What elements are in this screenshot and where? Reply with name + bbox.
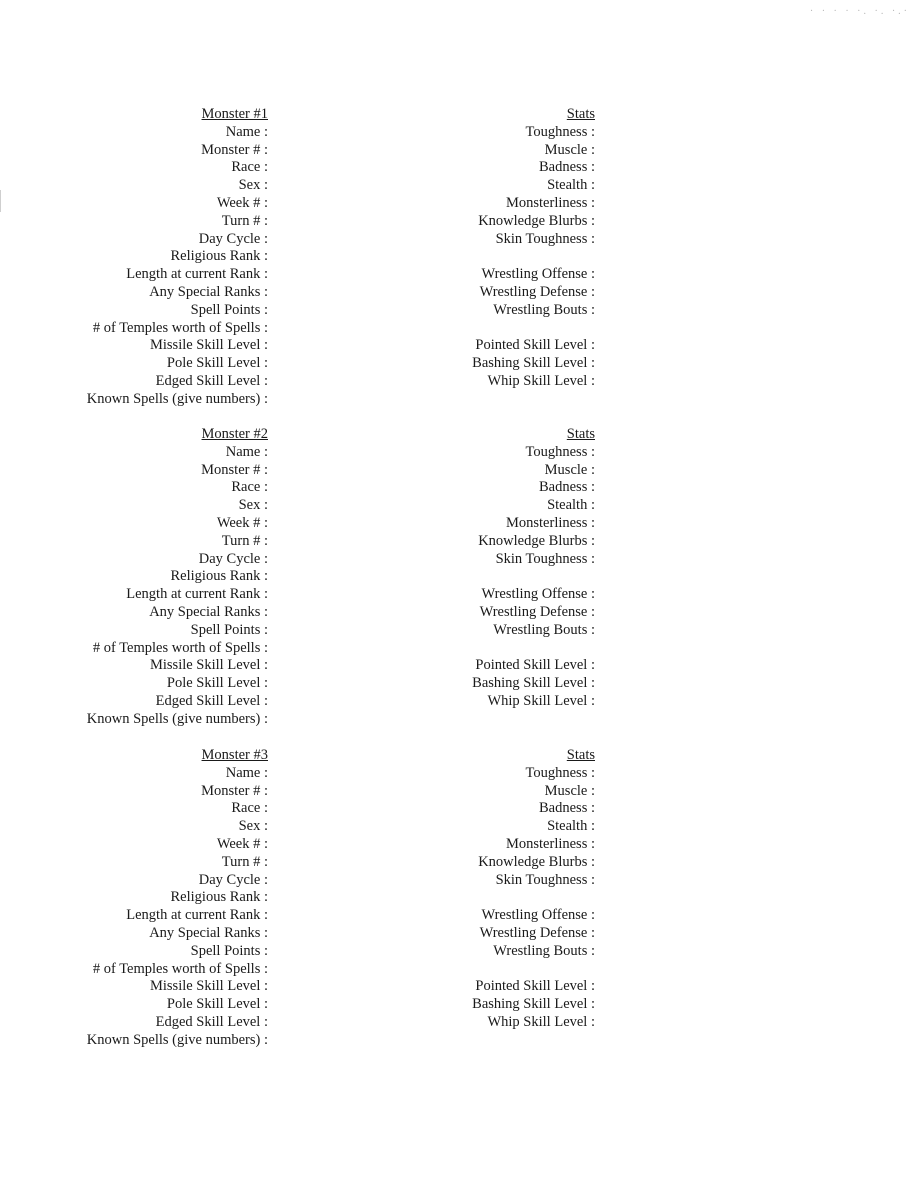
stats-column — [472, 106, 595, 391]
field-label: Length at current Rank : — [126, 907, 268, 924]
stat-label: Knowledge Blurbs : — [478, 853, 595, 870]
field-label: Any Special Ranks : — [149, 924, 268, 941]
field-label: Length at current Rank : — [126, 266, 268, 283]
stat-label: Muscle : — [544, 782, 595, 799]
stats-heading: Stats — [566, 426, 595, 442]
field-label: # of Temples worth of Spells : — [92, 319, 268, 336]
field-label: Day Cycle : — [198, 550, 268, 567]
group-spacer — [472, 889, 595, 907]
field-label: Religious Rank : — [170, 889, 268, 906]
field-label: Edged Skill Level : — [155, 1013, 268, 1030]
field-label: Any Special Ranks : — [149, 283, 268, 300]
stat-label: Pointed Skill Level : — [475, 337, 595, 354]
field-label: Spell Points : — [190, 942, 268, 959]
field-label: Pole Skill Level : — [166, 675, 268, 692]
monster-fields-column — [87, 106, 268, 409]
field-label: Known Spells (give numbers) : — [86, 1031, 268, 1048]
stat-label: Knowledge Blurbs : — [478, 532, 595, 549]
field-label: Any Special Ranks : — [149, 603, 268, 620]
field-label: Monster # : — [201, 782, 268, 799]
stat-label: Bashing Skill Level : — [472, 996, 595, 1013]
field-label: Turn # : — [221, 532, 268, 549]
field-label: Week # : — [216, 835, 268, 852]
stat-label: Wrestling Offense : — [481, 266, 595, 283]
stat-label: Pointed Skill Level : — [475, 978, 595, 995]
group-spacer — [472, 568, 595, 586]
stat-label: Muscle : — [544, 141, 595, 158]
stat-label: Wrestling Defense : — [479, 603, 595, 620]
monster-heading: Monster #2 — [201, 426, 268, 442]
stat-label: Wrestling Bouts : — [493, 942, 595, 959]
monster-heading: Monster #1 — [201, 106, 268, 122]
monster-block-3 — [0, 747, 918, 1077]
field-label: Turn # : — [221, 853, 268, 870]
group-spacer — [472, 640, 595, 658]
field-label: Known Spells (give numbers) : — [86, 390, 268, 407]
field-label: Spell Points : — [190, 621, 268, 638]
monster-block-2 — [0, 426, 918, 756]
stat-label: Wrestling Defense : — [479, 924, 595, 941]
stat-label: Wrestling Offense : — [481, 907, 595, 924]
monster-block-1 — [0, 106, 918, 436]
stat-label: Stealth : — [547, 497, 595, 514]
stat-label: Wrestling Bouts : — [493, 301, 595, 318]
field-label: Sex : — [238, 818, 268, 835]
stat-label: Whip Skill Level : — [487, 372, 595, 389]
stat-label: Knowledge Blurbs : — [478, 212, 595, 229]
field-label: Monster # : — [201, 141, 268, 158]
field-label: Edged Skill Level : — [155, 372, 268, 389]
stat-label: Pointed Skill Level : — [475, 657, 595, 674]
field-label: Name : — [225, 443, 268, 460]
field-label: Missile Skill Level : — [149, 337, 268, 354]
monster-fields-column — [87, 747, 268, 1050]
field-label: Sex : — [238, 177, 268, 194]
stats-column — [472, 426, 595, 711]
stat-label: Skin Toughness : — [495, 550, 595, 567]
stat-label: Bashing Skill Level : — [472, 355, 595, 372]
field-label: Monster # : — [201, 461, 268, 478]
group-spacer — [472, 320, 595, 338]
field-label: Spell Points : — [190, 301, 268, 318]
field-label: Sex : — [238, 497, 268, 514]
field-label: # of Temples worth of Spells : — [92, 960, 268, 977]
field-label: Length at current Rank : — [126, 586, 268, 603]
field-label: Religious Rank : — [170, 568, 268, 585]
stats-column — [472, 747, 595, 1032]
field-label: Race : — [231, 800, 268, 817]
stat-label: Skin Toughness : — [495, 871, 595, 888]
stat-label: Whip Skill Level : — [487, 692, 595, 709]
field-label: Day Cycle : — [198, 230, 268, 247]
field-label: Known Spells (give numbers) : — [86, 710, 268, 727]
field-label: # of Temples worth of Spells : — [92, 639, 268, 656]
stat-label: Toughness : — [525, 443, 595, 460]
stat-label: Bashing Skill Level : — [472, 675, 595, 692]
monster-fields-column — [87, 426, 268, 729]
stats-heading: Stats — [566, 747, 595, 763]
stat-label: Stealth : — [547, 177, 595, 194]
stat-label: Monsterliness : — [505, 514, 595, 531]
scan-specks: · · · · ·. ·. ·.· — [809, 6, 910, 17]
group-spacer — [472, 248, 595, 266]
group-spacer — [472, 961, 595, 979]
field-label: Week # : — [216, 194, 268, 211]
stat-label: Stealth : — [547, 818, 595, 835]
stat-label: Wrestling Offense : — [481, 586, 595, 603]
field-label: Missile Skill Level : — [149, 978, 268, 995]
field-label: Pole Skill Level : — [166, 355, 268, 372]
stat-label: Badness : — [539, 159, 595, 176]
field-label: Race : — [231, 479, 268, 496]
monster-heading: Monster #3 — [201, 747, 268, 763]
stat-label: Wrestling Bouts : — [493, 621, 595, 638]
field-label: Turn # : — [221, 212, 268, 229]
field-label: Name : — [225, 123, 268, 140]
stat-label: Wrestling Defense : — [479, 283, 595, 300]
field-label: Pole Skill Level : — [166, 996, 268, 1013]
stat-label: Monsterliness : — [505, 194, 595, 211]
field-label: Day Cycle : — [198, 871, 268, 888]
stats-heading: Stats — [566, 106, 595, 122]
field-label: Name : — [225, 764, 268, 781]
stat-label: Skin Toughness : — [495, 230, 595, 247]
stat-label: Whip Skill Level : — [487, 1013, 595, 1030]
stat-label: Badness : — [539, 479, 595, 496]
field-label: Religious Rank : — [170, 248, 268, 265]
field-label: Edged Skill Level : — [155, 692, 268, 709]
stat-label: Toughness : — [525, 123, 595, 140]
field-label: Week # : — [216, 514, 268, 531]
field-label: Race : — [231, 159, 268, 176]
stat-label: Monsterliness : — [505, 835, 595, 852]
stat-label: Muscle : — [544, 461, 595, 478]
stat-label: Badness : — [539, 800, 595, 817]
stat-label: Toughness : — [525, 764, 595, 781]
field-label: Missile Skill Level : — [149, 657, 268, 674]
